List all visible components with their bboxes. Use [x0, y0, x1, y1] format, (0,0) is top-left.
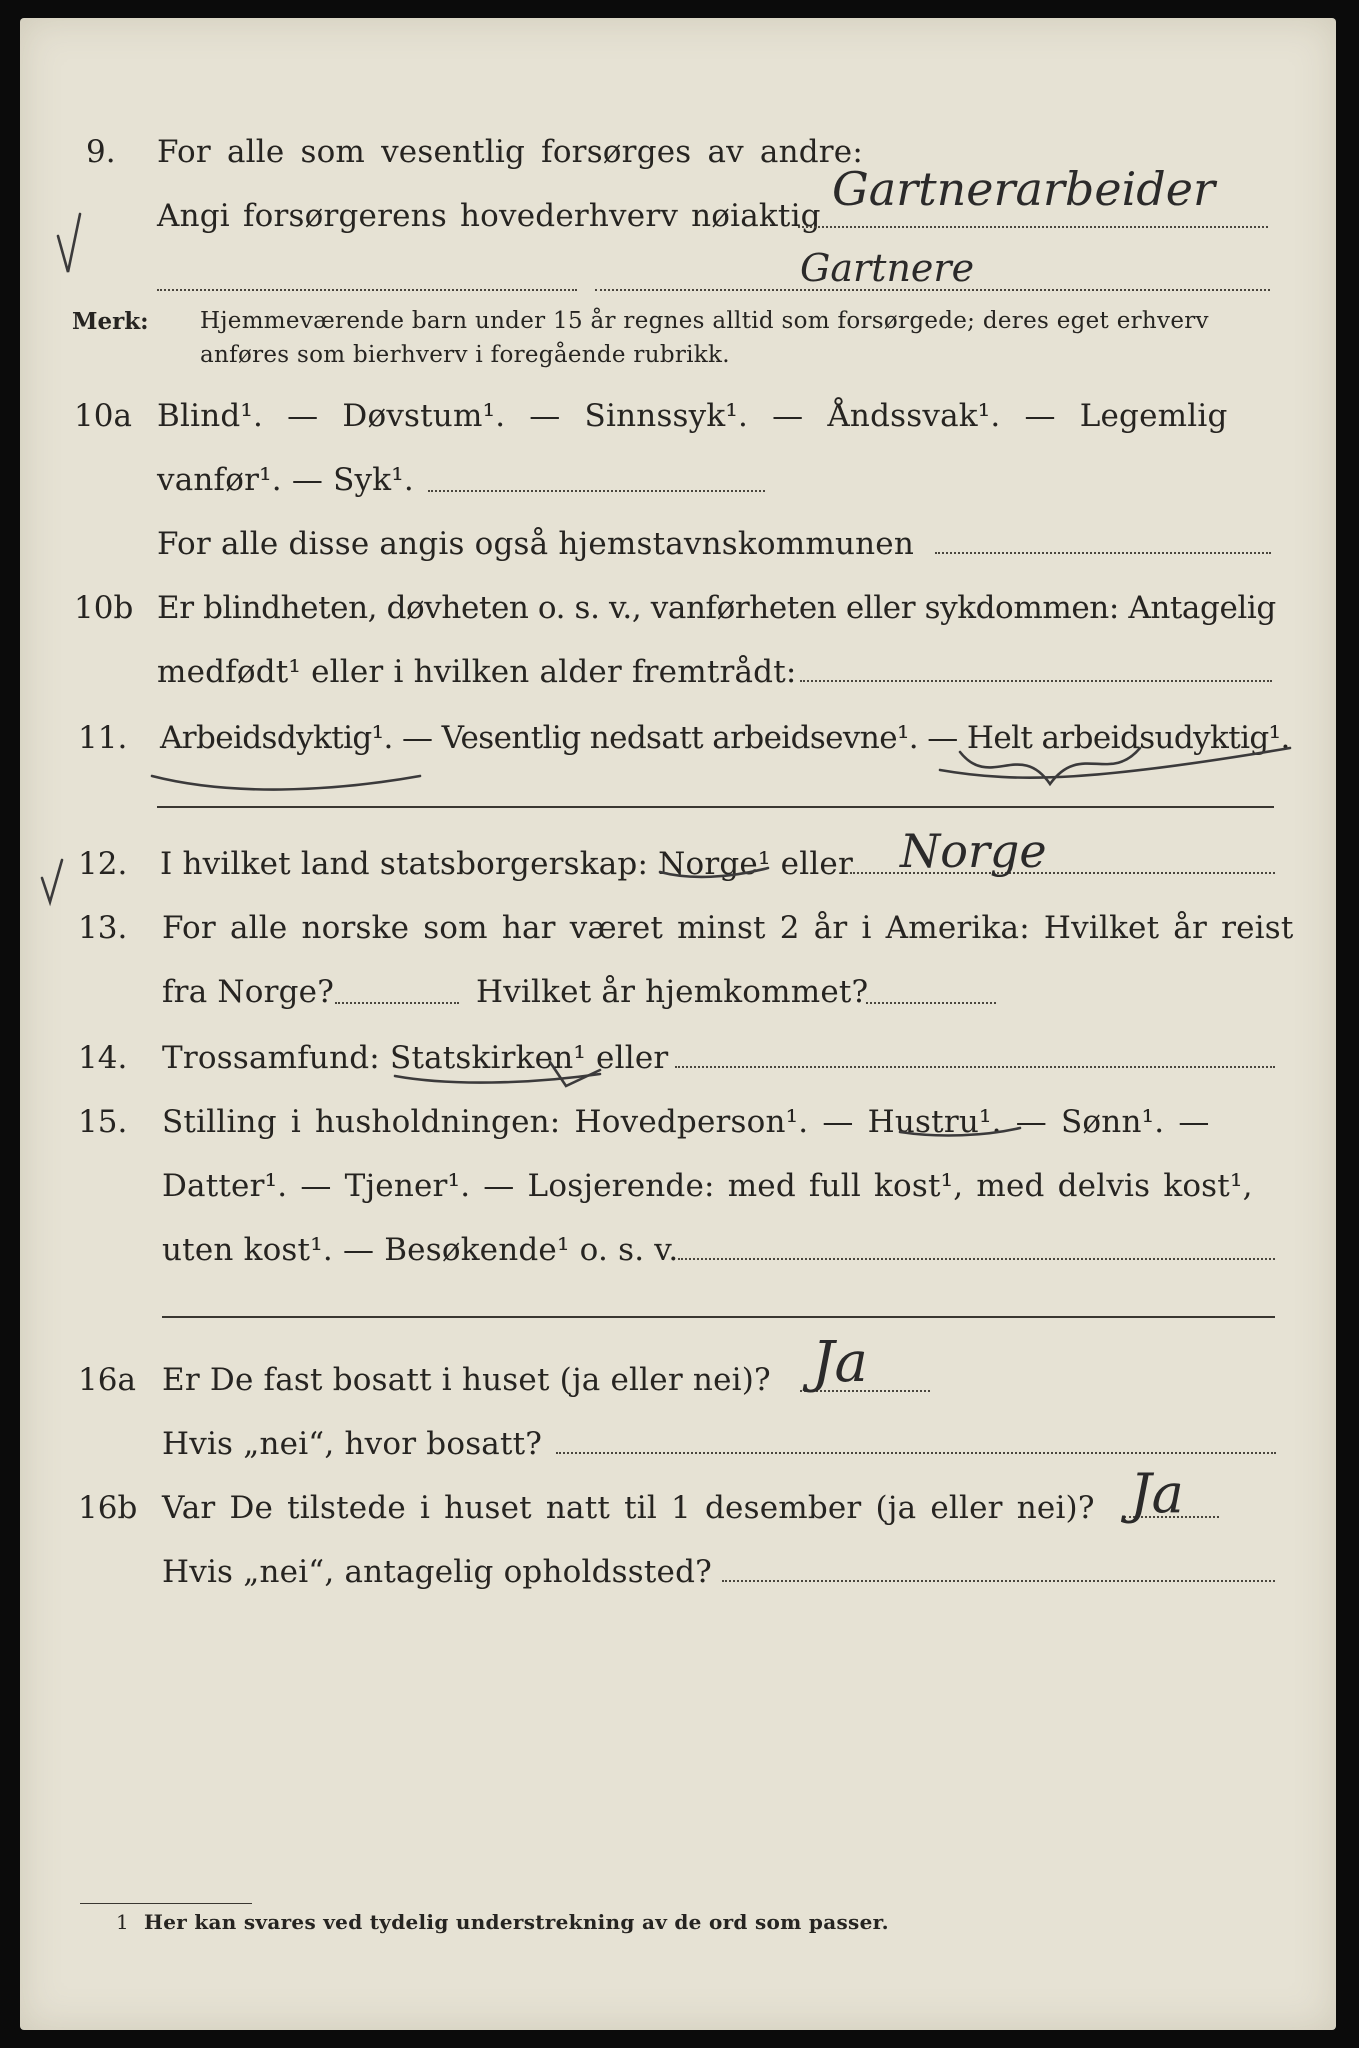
q16b-handwritten-answer: Ja [1130, 1462, 1184, 1525]
q9-answer-line [798, 226, 1268, 228]
q10b-line2: medfødt¹ eller i hvilken alder fremtrådt: [157, 654, 797, 690]
q11-number: 11. [78, 720, 128, 756]
q15-number: 15. [78, 1104, 128, 1140]
q16a-residence-line [556, 1452, 1276, 1454]
q13-line2b: Hvilket år hjemkommet? [476, 974, 869, 1010]
q15-other-line [678, 1258, 1275, 1260]
footnote-rule [80, 1903, 252, 1904]
q14-religion-line [675, 1066, 1275, 1068]
q11-rule [157, 806, 1274, 808]
q10a-number: 10a [74, 398, 132, 434]
q10a-line2: vanfør¹. — Syk¹. [157, 462, 414, 498]
merk-label: Merk: [72, 308, 149, 335]
q15-line3: uten kost¹. — Besøkende¹ o. s. v. [162, 1232, 679, 1268]
q11-line1: Arbeidsdyktig¹. — Vesentlig nedsatt arbeidsevne¹. — Helt arbeidsudyktig¹. [160, 720, 1290, 756]
q13-departure-line [335, 1002, 459, 1004]
q12-number: 12. [78, 846, 128, 882]
q15-line1: Stilling i husholdningen: Hovedperson¹. — Hustru¹. — Sønn¹. — [162, 1104, 1210, 1140]
q16a-handwritten-answer: Ja [812, 1330, 868, 1395]
q9-line2: Angi forsørgerens hovederhverv nøiaktig [157, 198, 821, 234]
q15-line2: Datter¹. — Tjener¹. — Losjerende: med full kost¹, med delvis kost¹, [162, 1168, 1253, 1204]
q16b-line2: Hvis „nei“, antagelig opholdssted? [162, 1554, 712, 1590]
footnote-text: Her kan svares ved tydelig understrekning av de ord som passer. [144, 1910, 889, 1934]
q13-line2a: fra Norge? [162, 974, 335, 1010]
q9-line1: For alle som vesentlig forsørges av andre: [157, 134, 863, 170]
q16b-location-line [722, 1580, 1275, 1582]
q13-number: 13. [78, 910, 128, 946]
q10a-line1: Blind¹. — Døvstum¹. — Sinnssyk¹. — Åndssvak¹. — Legemlig [157, 398, 1228, 434]
q10b-number: 10b [74, 590, 134, 626]
q14-line1: Trossamfund: Statskirken¹ eller [162, 1040, 669, 1076]
q10a-sick-line [428, 490, 765, 492]
q16b-number: 16b [78, 1490, 138, 1526]
q13-return-line [866, 1002, 996, 1004]
q13-line1: For alle norske som har været minst 2 år i Amerika: Hvilket år reist [162, 910, 1294, 946]
q9-handwritten-answer2: Gartnere [800, 246, 975, 290]
q12-line1: I hvilket land statsborgerskap: Norge¹ eller [160, 846, 853, 882]
q14-number: 14. [78, 1040, 128, 1076]
footnote-mark: 1 [116, 1910, 129, 1934]
q10a-line3: For alle disse angis også hjemstavnskommunen [157, 526, 914, 562]
merk-line1: Hjemmeværende barn under 15 år regnes alltid som forsørgede; deres eget erhverv [200, 308, 1209, 334]
merk-line2: anføres som bierhverv i foregående rubrikk. [200, 342, 730, 368]
q9-handwritten-answer1: Gartnerarbeider [832, 162, 1215, 216]
q9-number: 9. [86, 134, 116, 170]
q10b-age-line [800, 680, 1272, 682]
q15-rule [162, 1316, 1275, 1318]
q10b-line1: Er blindheten, døvheten o. s. v., vanførheten eller sykdommen: Antagelig [157, 590, 1276, 626]
q16a-line2: Hvis „nei“, hvor bosatt? [162, 1426, 543, 1462]
q10a-municipality-line [935, 552, 1271, 554]
q16a-line1: Er De fast bosatt i huset (ja eller nei)? [162, 1362, 771, 1398]
q12-handwritten-answer: Norge [900, 824, 1047, 878]
q16a-number: 16a [78, 1362, 136, 1398]
q9-answer-line2a [157, 289, 577, 291]
q16b-line1: Var De tilstede i huset natt til 1 desember (ja eller nei)? [162, 1490, 1095, 1526]
